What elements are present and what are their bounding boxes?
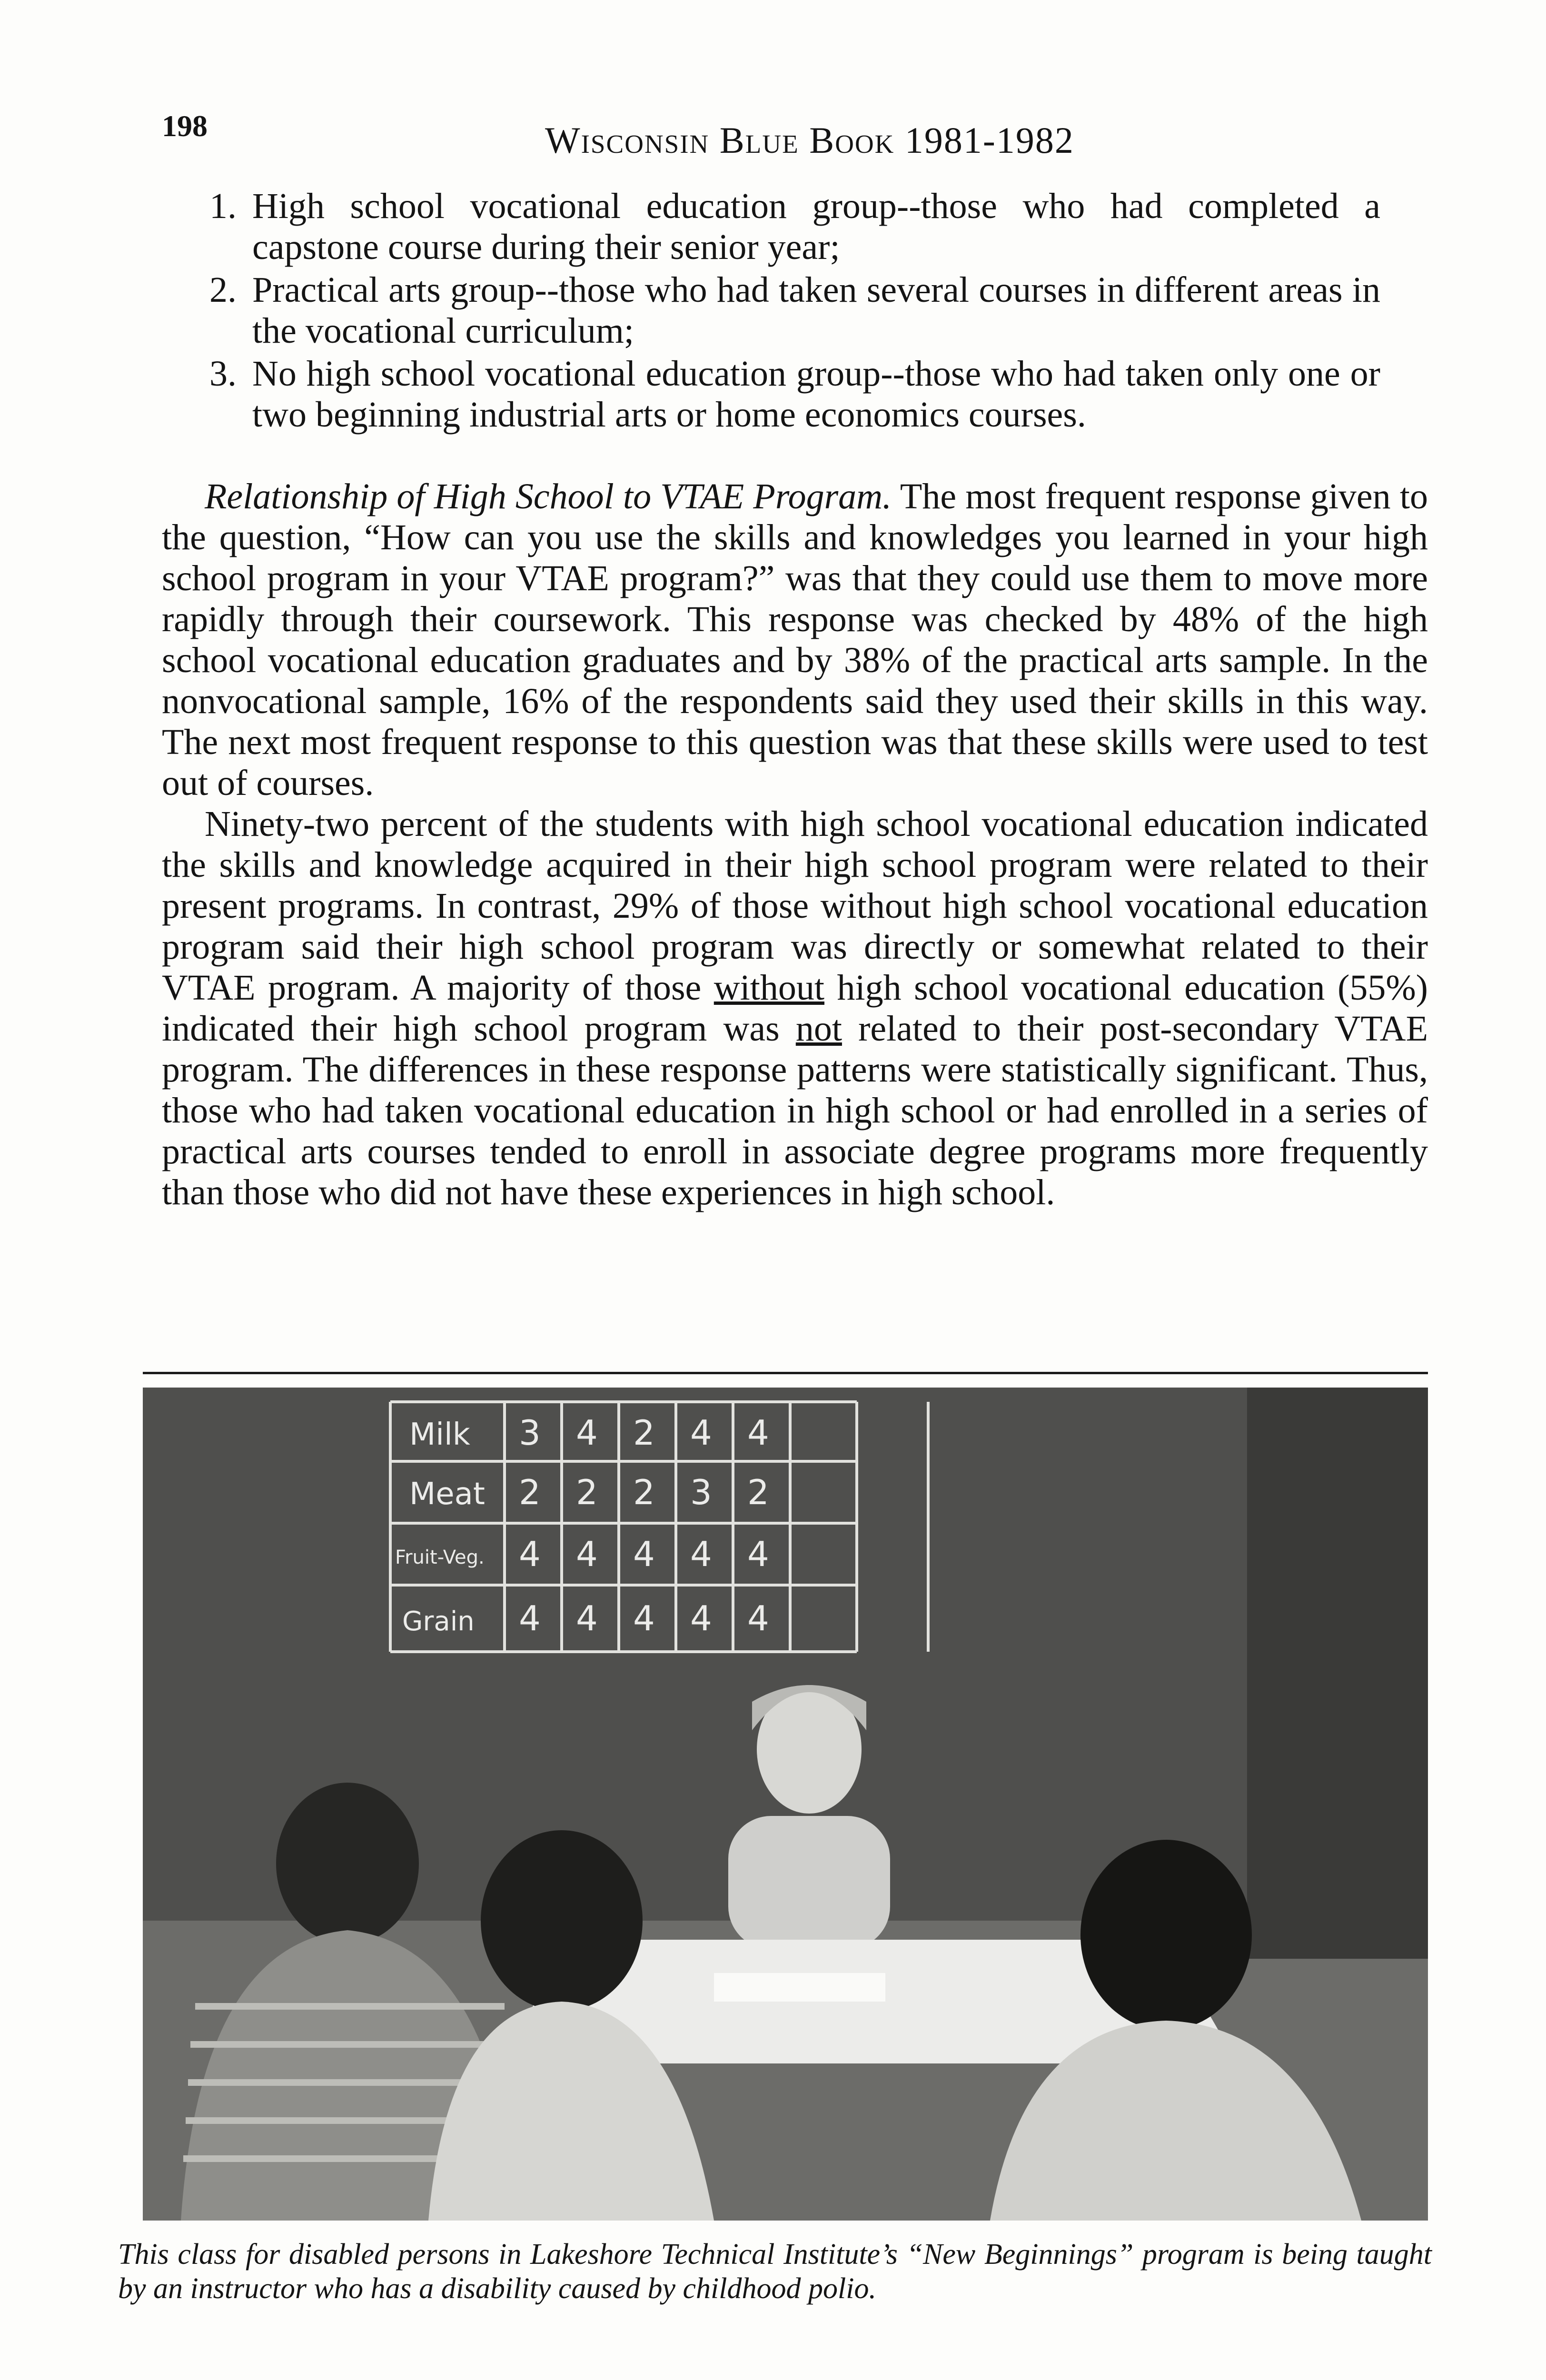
papers	[714, 1973, 885, 2002]
board-value: 4	[633, 1534, 655, 1574]
board-label: Fruit-Veg.	[395, 1547, 485, 1568]
board-value: 4	[519, 1598, 541, 1638]
paragraph-text: related to their post-secondary VTAE program. The differences in these response patterns were statistically significant. Thus, those who had taken vocational education in high school or had enrolled in a series of practical arts courses tended to enroll in associate degree programs more frequently than those who did not have these experiences in high school.	[162, 1009, 1428, 1212]
board-value: 4	[747, 1534, 769, 1574]
board-value: 4	[576, 1598, 598, 1638]
board-value: 4	[747, 1598, 769, 1638]
paragraph-relationship	[162, 476, 1428, 803]
board-value: 2	[747, 1472, 769, 1512]
group-list	[162, 186, 1380, 437]
board-value: 4	[690, 1413, 712, 1453]
body-text	[162, 476, 1428, 1213]
board-value: 4	[690, 1534, 712, 1574]
list-text: No high school vocational education group--those who had taken only one or two beginning industrial arts or home economics courses.	[252, 354, 1380, 435]
board-value: 4	[690, 1598, 712, 1638]
running-head: Wisconsin Blue Book 1981-1982	[545, 119, 1074, 161]
board-value: 4	[519, 1534, 541, 1574]
list-item	[162, 186, 1380, 268]
board-label: Milk	[409, 1417, 470, 1452]
list-text: High school vocational education group--those who had completed a capstone course during their senior year;	[252, 186, 1380, 267]
paragraph-text: The most frequent response given to the question, “How can you use the skills and knowledges you learned in your high school program in your VTAE program?” was that they could use them to move more rapidly through their coursework. This response was checked by 48% of the high school vocational education graduates and by 38% of the practical arts sample. In the nonvocational sample, 16% of the respondents said they used their skills in this way. The next most frequent response to this question was that these skills were used to test out of courses.	[162, 476, 1428, 803]
board-value: 2	[633, 1472, 655, 1512]
board-value: 3	[519, 1413, 541, 1453]
paragraph-text: Ninety-two percent of the students with high school vocational education indicated the skills and knowledge acquired in their high school program were related to their present programs. In contrast, 29% of those without high school vocational education program said their high school program was directly or somewhat related to their VTAE program. A majority of those	[162, 804, 1428, 1008]
divider-rule	[143, 1372, 1428, 1374]
board-value: 2	[633, 1413, 655, 1453]
list-number: 3.	[209, 354, 237, 394]
classroom-photo	[143, 1388, 1428, 2221]
underlined-word: not	[795, 1009, 842, 1049]
underlined-word: without	[714, 968, 825, 1008]
classroom-illustration	[143, 1388, 1428, 2221]
photo-caption: This class for disabled persons in Lakeshore Technical Institute’s “New Beginnings” program is being taught by an instructor who has a disability caused by childhood polio.	[118, 2238, 1432, 2305]
run-in-heading: Relationship of High School to VTAE Program.	[205, 476, 892, 516]
board-value: 4	[747, 1413, 769, 1453]
list-number: 1.	[209, 186, 237, 226]
board-value: 4	[633, 1598, 655, 1638]
board-label: Meat	[409, 1477, 485, 1512]
list-item	[162, 269, 1380, 351]
board-value: 4	[576, 1413, 598, 1453]
board-value: 4	[576, 1534, 598, 1574]
list-text: Practical arts group--those who had taken several courses in different areas in the vocational curriculum;	[252, 270, 1380, 351]
door	[1247, 1388, 1428, 1959]
paragraph-ninety-two	[162, 803, 1428, 1213]
list-item	[162, 353, 1380, 435]
page-number: 198	[162, 109, 208, 143]
board-value: 2	[519, 1472, 541, 1512]
paragraph-text: high school vocational education (55%) indicated their high school program was	[162, 968, 1428, 1049]
board-value: 2	[576, 1472, 598, 1512]
board-value: 3	[690, 1472, 712, 1512]
list-number: 2.	[209, 270, 237, 310]
board-label: Grain	[402, 1606, 475, 1637]
